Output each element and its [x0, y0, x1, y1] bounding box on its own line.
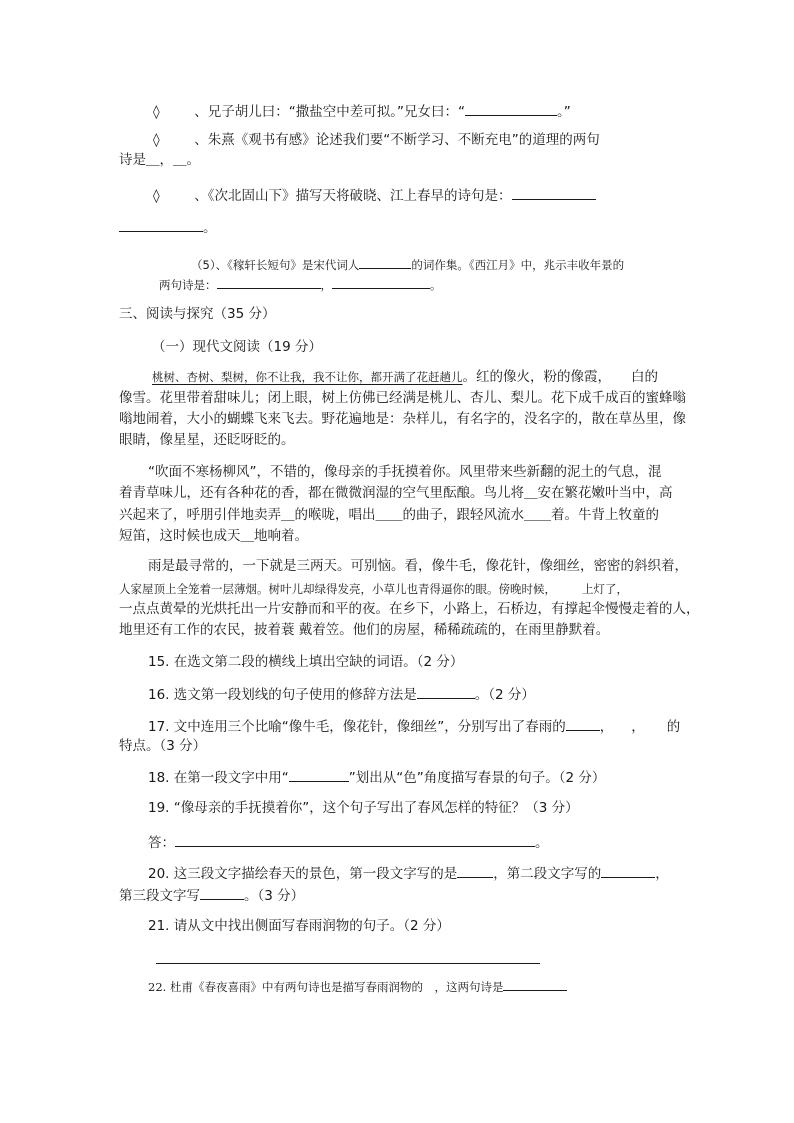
poetry-q2-suffix: 。”	[557, 104, 571, 120]
subsection-title: （一）现代文阅读（19 分）	[152, 339, 322, 355]
question-17-text: 17. 文中连用三个比喻“像牛毛，像花针，像细丝”，分别写出了春雨的	[148, 719, 566, 735]
question-17-sep1: ，	[599, 719, 614, 735]
question-17-cont: 特点。（3 分）	[119, 738, 207, 754]
poetry-q4-cont	[119, 217, 217, 237]
question-22-text: 22. 杜甫《春夜喜雨》中有两句诗也是描写春雨润物的 ，这两句诗是	[148, 980, 504, 994]
answer-blank[interactable]	[359, 256, 411, 269]
question-20	[148, 863, 669, 883]
answer-blank[interactable]	[119, 217, 203, 232]
poetry-q5-end: 。	[430, 278, 442, 292]
answer-blank[interactable]	[503, 978, 567, 991]
passage-p2-line4: 短笛，这时候也成天＿地响着。	[119, 528, 308, 544]
poetry-q2	[153, 101, 571, 121]
passage-p2-line1: “吹面不寒杨柳风”，不错的，像母亲的手抚摸着你。风里带来些新翻的泥土的气息，混	[148, 464, 662, 480]
question-20-mid: ，第二段文字写的	[493, 866, 602, 882]
answer-blank[interactable]	[465, 101, 557, 116]
passage-p3-line4: 地里还有工作的农民，披着蓑 戴着笠。他们的房屋，稀稀疏疏的，在雨里静默着。	[119, 622, 610, 638]
passage-p1-line3: 嗡地闹着，大小的蝴蝶飞来飞去。野花遍地是：杂样儿，有名字的，没名字的，散在草丛里，像	[119, 411, 686, 427]
question-20-cont	[119, 885, 304, 905]
question-19-answer	[148, 832, 549, 852]
question-20-line2: 第三段文字写	[119, 888, 200, 904]
passage-p3-line2-a: 人家屋顶上全笼着一层薄烟。树叶儿却绿得发亮，小草儿也青得逼你的眼。傍晚时候，	[119, 582, 556, 596]
passage-p1-line2: 像雪。花里带着甜味儿；闭上眼，树上仿佛已经满是桃儿、杏儿、梨儿。花下成千成百的蜜蜂嗡	[119, 390, 686, 406]
underlined-sentence: 桃树、杏树、梨树，你不让我，我不让你，都开满了花赶趟儿	[152, 370, 463, 384]
question-15: 15. 在选文第二段的横线上填出空缺的词语。（2 分）	[148, 654, 464, 670]
poetry-q5-cont	[159, 276, 442, 294]
question-20-text: 20. 这三段文字描绘春天的景色，第一段文字写的是	[148, 866, 458, 882]
bullet-glyph: ◊	[153, 104, 160, 120]
poetry-q5-middle: 的词作集。《西江月》中，兆示丰收年景的	[411, 258, 625, 272]
answer-label: 答：	[148, 835, 175, 851]
poetry-q3-text: 、朱熹《观书有感》论述我们要“不断学习、不断充电”的道理的两句	[194, 132, 600, 148]
passage-p1-line1	[152, 368, 658, 386]
question-16-end: 。（2 分）	[474, 687, 535, 703]
question-19: 19. “像母亲的手抚摸着你”，这个句子写出了春风怎样的特征？（3 分）	[148, 800, 579, 816]
question-18-end: ”划出从“色”角度描写春景的句子。（2 分）	[348, 770, 606, 786]
passage-p3-line2-b: 上灯了，	[582, 582, 628, 596]
poetry-q3	[153, 131, 600, 149]
answer-blank[interactable]	[289, 767, 349, 782]
question-21-answer-line[interactable]	[156, 963, 540, 964]
answer-end: 。	[535, 835, 549, 851]
poetry-q2-prefix: 、兄子胡儿曰：“撒盐空中差可拟。”兄女曰：“	[194, 104, 465, 120]
passage-p3-line1: 雨是最寻常的，一下就是三两天。可别恼。看，像牛毛，像花针，像细丝，密密的斜织着，	[148, 558, 688, 574]
passage-p1-line4: 眼睛，像星星，还眨呀眨的。	[119, 432, 295, 448]
poetry-q4	[153, 185, 596, 205]
section-title: 三、阅读与探究（35 分）	[119, 306, 276, 322]
passage-p3-line2	[119, 580, 628, 598]
question-18-text: 18. 在第一段文字中用“	[148, 770, 289, 786]
question-17-de: 的	[666, 719, 681, 735]
answer-blank[interactable]	[457, 863, 493, 878]
answer-blank[interactable]	[417, 684, 475, 699]
bullet-glyph: ◊	[153, 132, 160, 148]
question-16	[148, 684, 535, 704]
answer-blank[interactable]	[512, 185, 596, 200]
poetry-q3-cont: 诗是＿，＿。	[119, 152, 200, 168]
question-21: 21. 请从文中找出侧面写春雨润物的句子。（2 分）	[148, 918, 450, 934]
poetry-q4-end: 。	[203, 220, 217, 236]
poetry-q5-cont-label: 两句诗是：	[159, 278, 217, 292]
passage-p1-line1-end: 白的	[631, 369, 658, 385]
poetry-q5-sep: ，	[320, 278, 332, 292]
question-17-sep2: ，	[631, 719, 645, 735]
answer-blank[interactable]	[200, 885, 244, 900]
bullet-glyph: ◊	[153, 188, 160, 204]
question-16-text: 16. 选文第一段划线的句子使用的修辞方法是	[148, 687, 417, 703]
poetry-q5-prefix: （5）、《稼轩长短句》是宋代词人	[191, 258, 360, 272]
passage-p3-line3: 一点点黄晕的光烘托出一片安静而和平的夜。在乡下，小路上，石桥边，有撑起伞慢慢走着的人，	[119, 601, 700, 617]
passage-p2-line3: 兴起来了，呼朋引伴地卖弄＿的喉咙，唱出＿＿的曲子，跟轻风流水＿＿着。牛背上牧童的	[119, 507, 659, 523]
answer-blank[interactable]	[332, 276, 430, 289]
passage-p1-line1-rest: 。红的像火，粉的像霞，	[462, 369, 611, 385]
question-17	[148, 716, 680, 736]
answer-blank[interactable]	[601, 863, 655, 878]
passage-p2-line2: 着青草味儿，还有各种花的香，都在微微润湿的空气里酝酿。鸟儿将＿安在繁花嫩叶当中，高	[119, 485, 673, 501]
answer-blank[interactable]	[217, 276, 321, 289]
answer-field[interactable]	[175, 832, 535, 847]
question-20-comma: ，	[655, 866, 669, 882]
question-20-end: 。（3 分）	[244, 888, 305, 904]
answer-blank[interactable]	[566, 716, 600, 731]
question-18	[148, 767, 605, 787]
poetry-q4-text: 、《次北固山下》描写天将破晓、江上春早的诗句是：	[194, 188, 512, 204]
question-22	[148, 978, 567, 996]
poetry-q5	[191, 256, 624, 274]
